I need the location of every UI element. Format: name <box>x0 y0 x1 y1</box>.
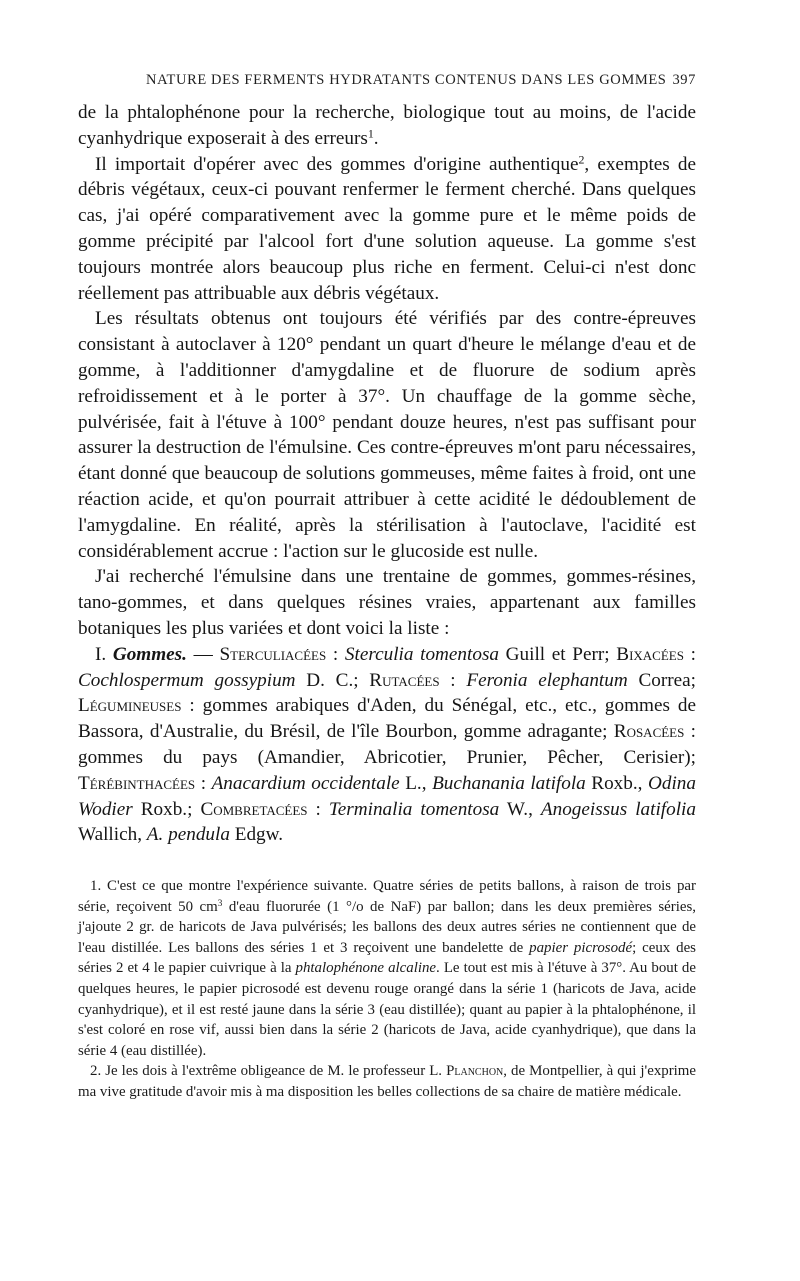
species-name: Anacardium occidentale <box>211 772 400 794</box>
species-name: Anogeissus latifolia <box>540 798 696 820</box>
footnote-ref-1: 1 <box>367 126 374 141</box>
family-name: Sterculiacées <box>219 643 327 665</box>
paragraph-gum-list-intro: J'ai recherché l'émulsine dans une trentaine de gommes, gommes-résines, tano-gommes, et dans quelques résines vraies, appartenant aux familles botaniques les plus variées et dont voici la liste : <box>78 566 696 639</box>
family-name: Combretacées <box>200 798 308 820</box>
species-name: Feronia elephantum <box>466 669 628 691</box>
footnotes <box>78 876 696 1103</box>
species-name: Terminalia tomentosa <box>328 798 500 820</box>
page-number: 397 <box>672 72 696 88</box>
running-title: NATURE DES FERMENTS HYDRATANTS CONTENUS DANS LES GOMMES <box>146 72 667 88</box>
paragraph-authentic-gums: Il importait d'opérer avec des gommes d'origine authentique$^2$, exemptes de débris végétaux, ceux-ci pouvant renfermer le ferment cherché. Dans quelques cas, j'ai opéré comparativement avec la gomme pure et le même poids de gomme précipité par l'alcool fort d'une solution aqueuse. La gomme s'est toujours montrée alors beaucoup plus riche en ferment. Celui-ci n'est donc réellement pas attribuable aux débris végétaux. <box>78 152 696 304</box>
paragraph-continuation: de la phtalophénone pour la recherche, biologique tout au moins, de l'acide cyanhydrique exposerait à des erreurs$^1$. <box>78 102 696 149</box>
section-title-gommes: Gommes. <box>112 643 187 665</box>
footnote-1: 1. C'est ce que montre l'expérience suivante. Quatre séries de petits ballons, à raison de trois par série, reçoivent 50 $cm^3$ d'eau fluorurée (1 °/o de NaF) par ballon; dans les deux premières séries, j'ajoute 2 gr. de haricots de Java pulvérisés; les ballons des deux autres séries ne contiennent que de l'eau distillée. Les ballons des séries 1 et 3 reçoivent une bandelette de papier picrosodé; ceux des séries 2 et 4 le papier cuivrique à la phtalophénone alcaline. Le tout est mis à l'étuve à 37°. Au bout de quelques heures, le papier picrosodé est devenu rouge orangé dans la série 1 (haricots de Java, acide cyanhydrique), et il est resté jaune dans la série 3 (eau distillée); quant au papier à la phtalophénone, il s'est coloré en rose vif, aussi bien dans la série 2 (haricots de Java, acide cyanhydrique), que dans la série 4 (eau distillée). <box>78 878 696 1059</box>
family-name: Rutacées <box>369 669 440 691</box>
family-name: Rosacées <box>613 721 685 743</box>
footnote-2: 2. Je les dois à l'extrême obligeance de M. le professeur L. Planchon, de Montpellier, à qui j'exprime ma vive gratitude d'avoir mis à ma disposition les belles collections de sa chaire de matière médicale. <box>78 1063 696 1100</box>
family-name: Térébinthacées <box>78 772 196 794</box>
running-header <box>78 70 696 94</box>
footnote-ref-2: 2 <box>578 152 585 167</box>
family-name: Bixacées <box>616 643 684 665</box>
paragraph-counter-tests: Les résultats obtenus ont toujours été vérifiés par des contre-épreuves consistant à autoclaver à 120° pendant un quart d'heure le mélange d'eau et de gomme, à l'additionner d'amygdaline et de fluorure de sodium après refroidissement et à le porter à 37°. Un chauffage de la gomme sèche, pulvérisée, fait à l'étuve à 100° pendant douze heures, n'est pas suffisant pour assurer la destruction de l'émulsine. Ces contre-épreuves m'ont paru nécessaires, étant donné que beaucoup de solutions gommeuses, même faites à froid, ont une réaction acide, et qu'on pourrait attribuer à cette acidité le dédoublement de l'amygdaline. En réalité, après la stérilisation à l'autoclave, l'acidité est considérablement accrue : l'action sur le glucoside est nulle. <box>78 308 696 562</box>
species-name: A. pendula <box>146 824 230 846</box>
main-text <box>78 100 696 848</box>
species-name: Odina Wodier <box>78 772 696 820</box>
species-name: Sterculia tomentosa <box>344 643 499 665</box>
paragraph-gommes-list: I. Gommes. — Sterculiacées : Sterculia tomentosa Guill et Perr; Bixacées : Cochlospermum gossypium D. C.; Rutacées : Feronia elephantum Correa; Légumineuses : gommes arabiques d'Aden, du Sénégal, etc., etc., gommes de Bassora, d'Australie, du Brésil, de l'île Bourbon, gomme adragante; Rosacées : gommes du pays (Amandier, Abricotier, Prunier, Pêcher, Cerisier); Térébinthacées : Anacardium occidentale L., Buchanania latifola Roxb., Odina Wodier Roxb.; Combretacées : Terminalia tomentosa W., Anogeissus latifolia Wallich, A. pendula Edgw. <box>78 643 696 846</box>
family-name: Légumineuses <box>78 695 182 717</box>
species-name: Buchanania latifola <box>432 772 586 794</box>
species-name: Cochlospermum gossypium <box>78 669 296 691</box>
